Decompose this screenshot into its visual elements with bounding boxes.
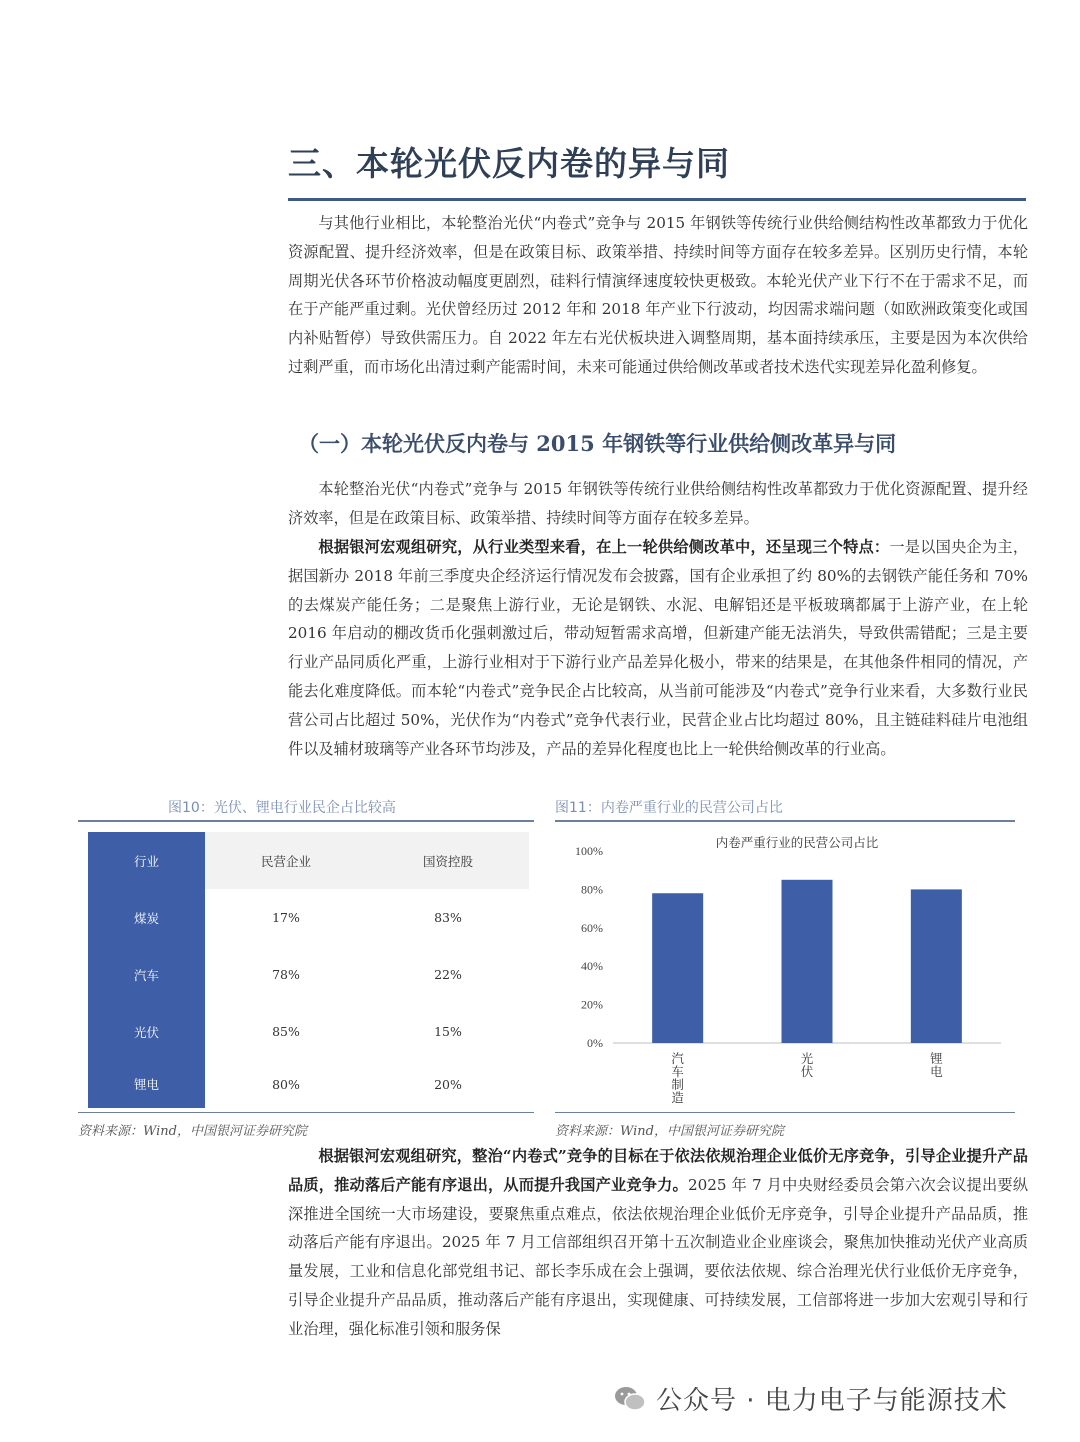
table-row (88, 946, 529, 1003)
figure11-source: 资料来源：Wind，中国银河证券研究院 (555, 1124, 784, 1139)
figure11-top-rule (555, 820, 1015, 822)
table-row (88, 1003, 529, 1060)
state-share: 22% (434, 967, 462, 982)
paragraph-characteristics-body: 一是以国央企为主，据国新办 2018 年前三季度央企经济运行情况发布会披露，国有企业承担了约 80%的去钢铁产能任务和 70%的去煤炭产能任务；二是聚焦上游行业，无论是钢铁、水泥、电解铝还是平板玻璃都属于上游产业，在上轮 2016 年启动的棚改货币化强刺激过后，带动短暂需求高增，但新建产能无法消失，导致供需错配；三是主要行业产品同质化严重，上游行业相对于下游行业产品差异化极小，带来的结果是，在其他条件相同的情况，产能去化难度降低。而本轮“内卷式”竞争民企占比较高，从当前可能涉及“内卷式”竞争行业来看，大多数行业民营公司占比超过 50%，光伏作为“内卷式”竞争代表行业，民营企业占比均超过 80%，且主链硅料硅片电池组件以及辅材玻璃等产业各环节均涉及，产品的差异化程度也比上一轮供给侧改革的行业高。 (288, 538, 1029, 758)
y-tick-label: 80% (581, 882, 603, 897)
wechat-icon (612, 1381, 648, 1417)
state-share: 20% (434, 1076, 462, 1092)
industry-name: 煤炭 (88, 889, 205, 946)
industry-name: 光伏 (88, 1003, 205, 1060)
paragraph-policy-lead: 根据银河宏观组研究，整治“内卷式”竞争的目标在于依法依规治理企业低价无序竞争，引导企业提升产品品质，推动落后产能有序退出，从而提升我国产业竞争力。 (288, 1147, 1028, 1194)
state-share: 15% (434, 1024, 462, 1039)
private-share: 85% (272, 1024, 300, 1039)
bar (911, 889, 962, 1043)
industry-name: 汽车 (88, 946, 205, 1003)
industry-name: 锂电 (88, 1060, 205, 1108)
y-tick-label: 60% (581, 920, 603, 935)
table-header-row (88, 832, 529, 889)
y-tick-label: 100% (575, 844, 603, 858)
table-row (88, 1060, 529, 1108)
paragraph-policy (288, 1142, 1028, 1344)
private-share: 17% (272, 910, 300, 925)
private-share: 80% (272, 1076, 300, 1092)
y-tick-label: 40% (581, 959, 603, 974)
figure10-caption: 图10：光伏、锂电行业民企占比较高 (168, 800, 396, 816)
paragraph-intro: 与其他行业相比，本轮整治光伏“内卷式”竞争与 2015 年钢铁等传统行业供给侧结构性改革都致力于优化资源配置、提升经济效率，但是在政策目标、政策举措、持续时间等方面存在较多差异。区别历史行情，本轮周期光伏各环节价格波动幅度更剧烈，硅料行情演绎速度较快更极致。本轮光伏产业下行不在于需求不足，而在于产能严重过剩。光伏曾经历过 2012 年和 2018 年产业下行波动，均因需求端问题（如欧洲政策变化或国内补贴暂停）导致供需压力。自 2022 年左右光伏板块进入调整周期，基本面持续承压，主要是因为本次供给过剩严重，而市场化出清过剩产能需时间，未来可能通过供给侧改革或者技术迭代实现差异化盈利修复。 (288, 214, 1028, 376)
figure10-bottom-rule (78, 1112, 534, 1113)
bar (782, 880, 833, 1043)
figure10-top-rule (78, 820, 534, 822)
private-share: 78% (272, 967, 300, 982)
title-divider (288, 198, 1026, 201)
y-tick-label: 0% (587, 1036, 603, 1050)
paragraph-characteristics-lead: 根据银河宏观组研究，从行业类型来看，在上一轮供给侧改革中，还呈现三个特点： (318, 538, 890, 556)
subsection-title: （一）本轮光伏反内卷与 2015 年钢铁等行业供给侧改革异与同 (298, 431, 897, 456)
bar (652, 893, 703, 1043)
section-title: 三、本轮光伏反内卷的异与同 (288, 144, 730, 183)
y-tick-label: 20% (581, 997, 603, 1012)
figure11-bottom-rule (555, 1112, 1015, 1113)
table-header-state: 国资控股 (367, 832, 529, 889)
paragraph-characteristics (288, 533, 1028, 763)
x-tick-label: 光伏 (800, 1051, 814, 1079)
industry-ownership-table (88, 832, 529, 1108)
table-header-private: 民营企业 (205, 832, 367, 889)
state-share: 83% (434, 910, 462, 925)
footer-account: 公众号 · 电力电子与能源技术 (656, 1386, 1008, 1416)
table-row (88, 889, 529, 946)
paragraph-comparison: 本轮整治光伏“内卷式”竞争与 2015 年钢铁等传统行业供给侧结构性改革都致力于优化资源配置、提升经济效率，但是在政策目标、政策举措、持续时间等方面存在较多差异。 (288, 480, 1028, 527)
x-tick-label: 汽车制造 (671, 1051, 684, 1105)
paragraph-policy-body: 2025 年 7 月中央财经委员会第六次会议提出要纵深推进全国统一大市场建设，要聚焦重点难点，依法依规治理企业低价无序竞争，引导企业提升产品品质，推动落后产能有序退出。2025 年 7 月工信部组织召开第十五次制造业企业座谈会，聚焦加快推动光伏产业高质量发展，工业和信息化部党组书记、部长李乐成在会上强调，要依法依规、综合治理光伏行业低价无序竞争，引导企业提升产品品质，推动落后产能有序退出，实现健康、可持续发展，工信部将进一步加大宏观引导和行业治理，强化标准引领和服务保 (288, 1175, 1029, 1338)
figure11-caption: 图11：内卷严重行业的民营公司占比 (555, 800, 783, 816)
x-tick-label: 锂电 (930, 1051, 943, 1079)
chart-title: 内卷严重行业的民营公司占比 (715, 835, 879, 850)
figure10-source: 资料来源：Wind，中国银河证券研究院 (78, 1124, 307, 1139)
private-share-bar-chart (555, 826, 1015, 1110)
table-header-industry: 行业 (88, 832, 205, 889)
